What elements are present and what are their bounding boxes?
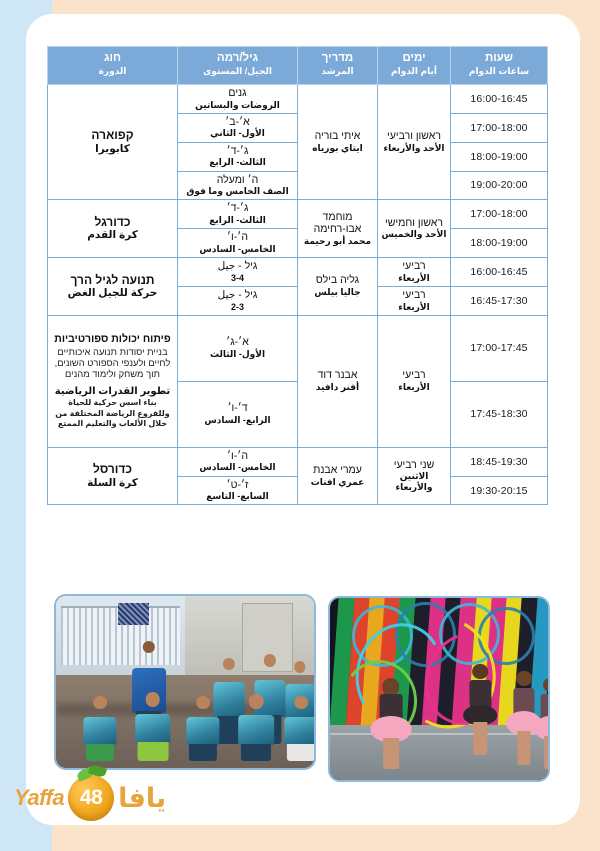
cell-hours: 18:00-19:00: [451, 229, 548, 258]
cell-club-title-ar: تطوير القدرات الرياضية: [54, 385, 171, 397]
cell-hours: 17:00-18:00: [451, 113, 548, 142]
cell-level-ar: الأول- الثاني: [210, 128, 265, 139]
cell-level-he: ז׳-ט׳: [226, 478, 249, 491]
table-row: [48, 315, 548, 381]
cell-level-he: ה׳-ו׳: [227, 231, 248, 244]
cell-days-he: ראשון וחמישי: [384, 216, 443, 229]
cell-level-ar: الثالث- الرابع: [209, 157, 266, 168]
cell-club-title-he: פיתוח יכולות ספורטיביות: [54, 333, 171, 346]
cell-club-desc-he: בניית יסודות תנועה איכותיים לחיים ולענפי הספורט השונים, תוך משחק ולימוד מהנים: [54, 345, 171, 380]
cell-club-he: תנועה לגיל הרך: [70, 272, 155, 287]
column-header-days-ar: أيام الدوام: [391, 66, 437, 77]
cell-days: [378, 200, 451, 258]
cell-instructor-he: איתי בוריה: [314, 130, 361, 143]
cell-instructor-ar: ايتاي بورياه: [312, 142, 363, 153]
column-header-instructor: [298, 47, 378, 85]
cell-hours: 17:00-18:00: [451, 200, 548, 229]
brand-name-en: Yaffa: [14, 785, 65, 810]
cell-club-he: כדורגל: [94, 214, 131, 229]
cell-days-ar: الأربعاء: [398, 381, 430, 392]
cell-instructor: [298, 258, 378, 316]
cell-instructor-ar: عمري افنات: [310, 476, 365, 487]
cell-level-ar: الثالث- الرابع: [209, 214, 266, 225]
cell-level-ar: الروضات والبساتين: [195, 99, 280, 110]
cell-level-he: גנים: [228, 87, 247, 99]
soccer-team-photo: [54, 594, 316, 770]
cell-level: [178, 447, 298, 476]
cell-instructor: [298, 447, 378, 505]
cell-instructor-he: אבנר דוד: [317, 369, 358, 382]
cell-level-ar: الأول- الثالث: [209, 348, 266, 359]
column-header-days-he: ימים: [402, 52, 426, 65]
cell-days-he: רביעי: [402, 369, 426, 382]
cell-days-ar: الأحد والخميس: [381, 229, 447, 240]
table-header-row: [48, 47, 548, 85]
cell-level: [178, 171, 298, 200]
cell-club: [48, 447, 178, 505]
cell-instructor-he: גליה בילס: [315, 274, 360, 287]
cell-level-ar: 3-4: [230, 272, 244, 283]
cell-days-he: ראשון ורביעי: [387, 130, 441, 143]
cell-days-ar: الاثنين والأربعاء: [395, 471, 433, 493]
cell-level-he: גיל - جيل: [217, 288, 258, 301]
leaf-icon: [78, 765, 108, 781]
cell-level: [178, 142, 298, 171]
column-header-instructor-he: מדריך: [321, 52, 354, 65]
cell-hours: 17:45-18:30: [451, 381, 548, 447]
cell-club: [48, 258, 178, 316]
schedule-table: [47, 46, 548, 505]
column-header-level-ar: الجيل/ المستوى: [203, 66, 272, 77]
column-header-days: [378, 47, 451, 85]
cell-days: [378, 286, 451, 315]
cell-level-he: ג׳-ד׳: [226, 144, 249, 157]
cell-instructor-ar: محمد أبو رحيمة: [303, 235, 372, 246]
cell-level: [178, 258, 298, 287]
brand-badge-number: 48: [79, 786, 103, 809]
cell-level-he: ה׳ ומעלה: [216, 173, 259, 186]
table-row: [48, 447, 548, 476]
cell-level-he: ה׳-ו׳: [227, 449, 248, 462]
cell-hours: 19:30-20:15: [451, 476, 548, 505]
cell-level: [178, 476, 298, 505]
cell-hours: 16:00-16:45: [451, 258, 548, 287]
cell-hours: 18:45-19:30: [451, 447, 548, 476]
cell-level-he: א׳-ג׳: [226, 336, 249, 349]
column-header-club: [48, 47, 178, 85]
column-header-club-he: חוג: [103, 52, 122, 65]
cell-level-ar: الرابع- السادس: [204, 414, 271, 425]
cell-days: [378, 85, 451, 200]
cell-days-he: שני רביעי: [393, 458, 435, 471]
cell-days: [378, 258, 451, 287]
table-row: [48, 85, 548, 114]
cell-level-ar: الصف الخامس وما فوق: [186, 186, 289, 197]
brand-name-ar: يافا: [118, 782, 167, 813]
table-row: [48, 200, 548, 229]
cell-instructor-he: עמרי אבנת: [313, 464, 362, 477]
cell-level: [178, 381, 298, 447]
cell-club: [48, 200, 178, 258]
cell-level-he: א׳-ב׳: [225, 115, 250, 128]
cell-days-ar: الأحد والأربعاء: [383, 142, 445, 153]
cell-instructor: [298, 85, 378, 200]
cell-level: [178, 200, 298, 229]
cell-hours: 19:00-20:00: [451, 171, 548, 200]
cell-club-he: קפוארה: [91, 128, 134, 143]
cell-instructor-ar: جاليا بيلس: [314, 287, 361, 298]
cell-club-he: כדורסל: [92, 462, 133, 477]
cell-club-ar: كرة القدم: [87, 229, 138, 242]
cell-level-ar: الخامس- السادس: [199, 462, 276, 473]
cell-hours: 17:00-17:45: [451, 315, 548, 381]
column-header-instructor-ar: المرشد: [321, 66, 354, 77]
cell-instructor-he: מוחמד אבו-רחימה: [313, 210, 362, 236]
cell-days-he: רביעי: [402, 288, 426, 301]
cell-level: [178, 85, 298, 114]
cell-days-he: רביעי: [402, 260, 426, 273]
cell-level-he: ג׳-ד׳: [226, 202, 249, 215]
orange-badge-icon: [68, 775, 114, 821]
cell-instructor: [298, 315, 378, 447]
cell-level-ar: السابع- التاسع: [206, 491, 269, 502]
cell-level-ar: الخامس- السادس: [199, 243, 276, 254]
cell-level-he: גיל - جيل: [217, 260, 258, 273]
cell-level-he: ד׳-ו׳: [227, 402, 248, 415]
cell-hours: 16:45-17:30: [451, 286, 548, 315]
cell-days-ar: الأربعاء: [398, 301, 430, 312]
schedule-table-body: [48, 85, 548, 505]
cell-level-ar: 2-3: [230, 301, 244, 312]
rhythmic-gymnastics-photo: [328, 596, 550, 782]
brand-logo: [14, 767, 204, 829]
schedule-table-wrapper: [48, 46, 548, 505]
cell-level: [178, 315, 298, 381]
column-header-club-ar: الدورة: [98, 66, 127, 77]
column-header-hours-he: שעות: [484, 52, 514, 65]
cell-hours: 16:00-16:45: [451, 85, 548, 114]
cell-days: [378, 315, 451, 447]
cell-club: [48, 315, 178, 447]
photo-gallery: [48, 594, 552, 782]
column-header-hours: [451, 47, 548, 85]
cell-level: [178, 229, 298, 258]
cell-days: [378, 447, 451, 505]
table-row: [48, 258, 548, 287]
cell-level: [178, 286, 298, 315]
cell-level: [178, 113, 298, 142]
cell-hours: 18:00-19:00: [451, 142, 548, 171]
column-header-level: [178, 47, 298, 85]
column-header-level-he: גיל/רמה: [216, 52, 259, 65]
cell-club-desc-ar: بناء اسس حركية للحياة وللفروع الرياضة المختلفة من خلال الألعاب والتعليم الممتع: [55, 398, 170, 428]
cell-instructor-ar: أفنر دافيد: [315, 381, 360, 392]
cell-instructor: [298, 200, 378, 258]
cell-club: [48, 85, 178, 200]
cell-club-ar: حركة للجيل الغض: [67, 287, 158, 300]
cell-days-ar: الأربعاء: [398, 272, 430, 283]
cell-club-ar: كابويرا: [95, 142, 130, 155]
column-header-hours-ar: ساعات الدوام: [468, 66, 530, 77]
cell-club-ar: كرة السلة: [87, 476, 138, 489]
